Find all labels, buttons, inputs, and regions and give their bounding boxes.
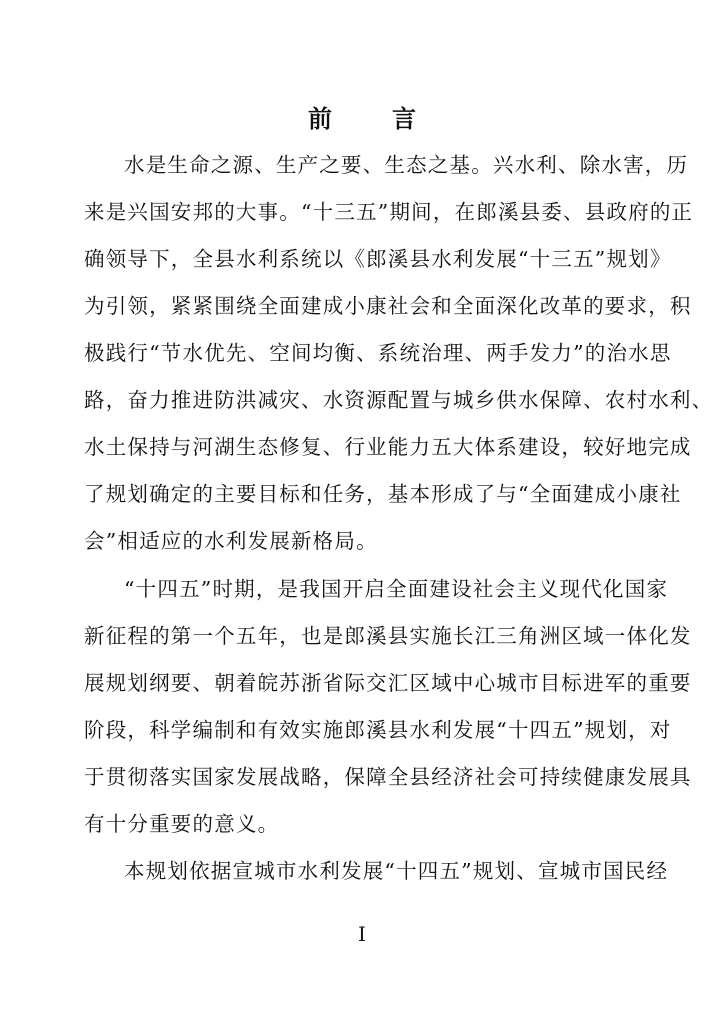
paragraph-line: 本规划依据宣城市水利发展“十四五”规划、宣城市国民经 (124, 859, 669, 883)
page-number: I (358, 922, 366, 946)
paragraph-line: 有十分重要的意义。 (84, 812, 280, 836)
paragraph-line: 展规划纲要、朝着皖苏浙省际交汇区域中心城市目标进军的重要 (84, 671, 692, 695)
paragraph-line: 水土保持与河湖生态修复、行业能力五大体系建设，较好地完成 (84, 435, 692, 459)
paragraph-line: 极践行“节水优先、空间均衡、系统治理、两手发力”的治水思 (84, 341, 672, 365)
paragraph-line: 了规划确定的主要目标和任务，基本形成了与“全面建成小康社 (84, 482, 682, 506)
page-title: 前言 (308, 104, 476, 133)
paragraph-line: 为引领，紧紧围绕全面建成小康社会和全面深化改革的要求，积 (84, 294, 692, 318)
paragraph-line: 路，奋力推进防洪减灾、水资源配置与城乡供水保障、农村水利、 (84, 388, 714, 412)
paragraph-line: 来是兴国安邦的大事。“十三五”期间，在郎溪县委、县政府的正 (84, 200, 694, 224)
paragraph-line: 阶段，科学编制和有效实施郎溪县水利发展“十四五”规划，对 (84, 718, 672, 742)
paragraph-line: 于贯彻落实国家发展战略，保障全县经济社会可持续健康发展具 (84, 765, 692, 789)
paragraph-line: 新征程的第一个五年，也是郎溪县实施长江三角洲区域一体化发 (84, 624, 692, 648)
paragraph-line: 水是生命之源、生产之要、生态之基。兴水利、除水害，历 (124, 153, 689, 177)
paragraph-line: 确领导下，全县水利系统以《郎溪县水利发展“十三五”规划》 (84, 247, 672, 271)
paragraph-line: 会”相适应的水利发展新格局。 (84, 529, 378, 553)
paragraph-line: “十四五”时期，是我国开启全面建设社会主义现代化国家 (124, 577, 669, 601)
